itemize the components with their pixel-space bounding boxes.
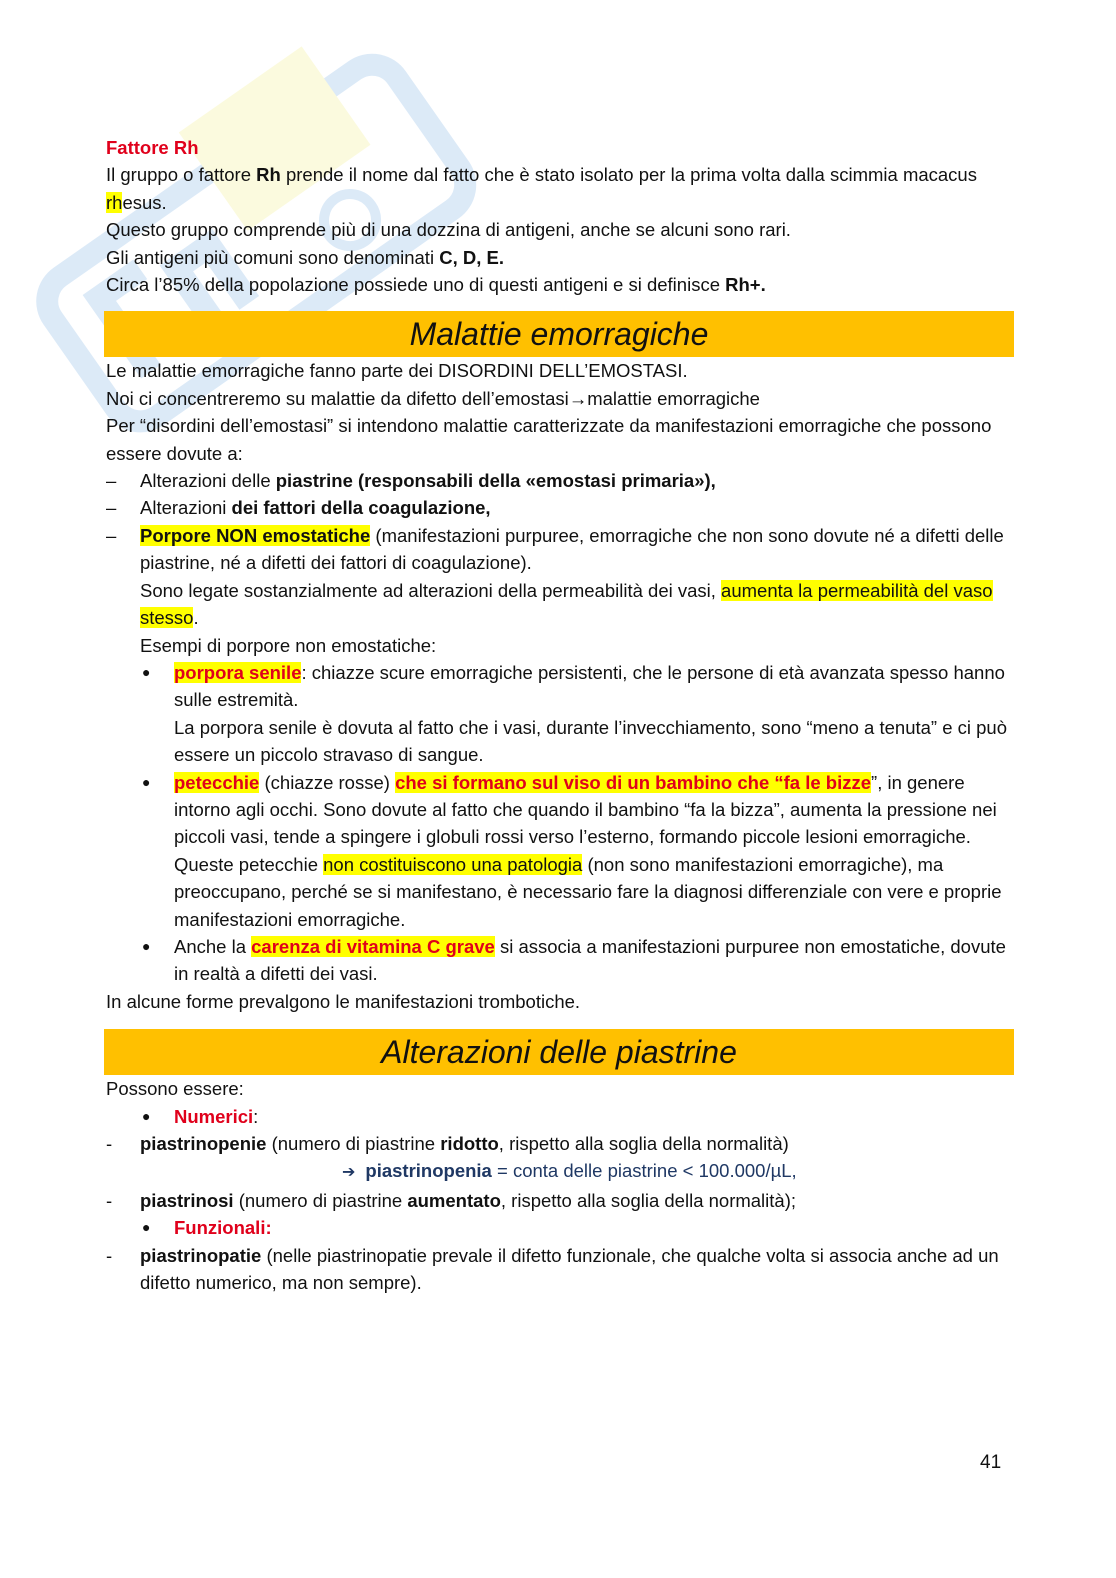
bold-text: piastrinopatie bbox=[140, 1244, 262, 1266]
text: (nelle piastrinopatie prevale il difetto funzionale, che qualche volta si associa anche ad un difetto numerico, ma non sempre). bbox=[140, 1244, 999, 1294]
bold-text: Rh bbox=[256, 164, 281, 186]
dash-marker: – bbox=[106, 524, 117, 546]
rh-paragraph-1 bbox=[106, 161, 1014, 216]
text: (chiazze rosse) bbox=[259, 771, 396, 793]
list-item-coagulazione bbox=[106, 494, 1014, 521]
text: (numero di piastrine bbox=[266, 1133, 441, 1154]
red-label: Numerici bbox=[174, 1105, 254, 1127]
right-arrow-icon: → bbox=[568, 387, 588, 409]
text: Gli antigeni più comuni sono denominati bbox=[106, 246, 440, 268]
text: : bbox=[253, 1105, 259, 1127]
highlighted-text: non costituiscono una patologia bbox=[323, 853, 583, 875]
bold-text: C, D, E. bbox=[439, 246, 504, 268]
section-title-rh: Fattore Rh bbox=[106, 137, 199, 158]
emorragiche-line-2 bbox=[106, 385, 1014, 412]
bullet-marker: ● bbox=[142, 663, 151, 680]
bold-text: ridotto bbox=[440, 1133, 499, 1154]
highlighted-red-text: petecchie bbox=[174, 771, 260, 793]
emorragiche-last-line: In alcune forme prevalgono le manifestazioni trombotiche. bbox=[106, 990, 581, 1012]
heading-malattie-emorragiche: Malattie emorragiche bbox=[104, 311, 1014, 357]
porpore-permeabilita bbox=[106, 577, 1014, 632]
list-item-piastrinopenie bbox=[106, 1130, 1014, 1157]
text: , rispetto alla soglia della normalità); bbox=[500, 1189, 797, 1211]
petecchie-patologia bbox=[106, 851, 1014, 933]
text: prende il nome dal fatto che è stato isolato per la prima volta dalla scimmia macacus bbox=[280, 164, 977, 186]
text: si associa a manifestazioni purpuree non emostatiche, dovute in realtà a difetti dei vasi. bbox=[174, 935, 1006, 985]
bullet-porpora-senile bbox=[106, 659, 1014, 714]
rh-paragraph-4 bbox=[106, 271, 1014, 298]
main-content bbox=[106, 134, 1014, 1296]
text: Alterazioni bbox=[140, 497, 232, 519]
red-label: Funzionali: bbox=[174, 1217, 272, 1239]
highlighted-text: aumenta la permeabilità del vaso stesso bbox=[140, 579, 993, 629]
text: = conta delle piastrine < 100.000/µL, bbox=[491, 1160, 797, 1182]
highlighted-bold-text: Porpore NON emostatiche bbox=[140, 524, 371, 546]
dash-marker: - bbox=[106, 1189, 113, 1211]
bold-text: piastrinopenie bbox=[140, 1133, 267, 1154]
piastrinopenia-definizione bbox=[106, 1157, 1014, 1186]
text: , rispetto alla soglia della normalità) bbox=[498, 1133, 789, 1154]
text: Il gruppo o fattore bbox=[106, 164, 257, 186]
list-item-porpore bbox=[106, 522, 1014, 577]
bold-text: aumentato bbox=[407, 1189, 501, 1211]
bullet-marker: ● bbox=[142, 1219, 151, 1236]
text: (numero di piastrine bbox=[233, 1189, 408, 1211]
text: (non sono manifestazioni emorragiche), ma preoccupano, perché se si manifestano, è necessario fare la diagnosi differenziale con vere e proprie manifestazioni emorragiche. bbox=[174, 853, 1002, 930]
bullet-marker: ● bbox=[142, 773, 151, 790]
text: (manifestazioni purpuree, emorragiche che non sono dovute né a difetti delle piastrine, né a difetti dei fattori di coagulazione). bbox=[140, 524, 1004, 574]
bold-text: Rh+. bbox=[725, 274, 766, 296]
text: Alterazioni delle bbox=[140, 470, 276, 492]
text: Anche la bbox=[174, 935, 252, 957]
bullet-petecchie bbox=[106, 769, 1014, 851]
bullet-vitamina-c bbox=[106, 933, 1014, 988]
dash-marker: – bbox=[106, 497, 117, 519]
highlighted-red-text: carenza di vitamina C grave bbox=[251, 935, 495, 957]
list-item-piastrinosi bbox=[106, 1187, 1014, 1214]
dash-marker: – bbox=[106, 470, 117, 492]
emorragiche-line-3: Per “disordini dell’emostasi” si intendono malattie caratterizzate da manifestazioni emorragiche che possono essere dovute a: bbox=[106, 415, 992, 464]
text: malattie emorragiche bbox=[587, 387, 760, 409]
dash-marker: - bbox=[106, 1133, 113, 1154]
arrow-right-icon: ➔ bbox=[342, 1164, 356, 1182]
bullet-funzionali bbox=[106, 1214, 1014, 1241]
bold-text: piastrinosi bbox=[140, 1189, 234, 1211]
list-item-piastrine bbox=[106, 467, 1014, 494]
highlighted-text: rh bbox=[106, 191, 123, 213]
list-item-piastrinopatie bbox=[106, 1242, 1014, 1297]
text: ”, in genere intorno agli occhi. Sono dovute al fatto che quando il bambino “fa la bizza”, aumenta la pressione nei piccoli vasi, tende a spingere i globuli rossi verso l’esterno, formando piccole lesioni emorragiche. bbox=[174, 771, 997, 848]
highlighted-red-text: porpora senile bbox=[174, 661, 302, 683]
bold-text: piastrine (responsabili della «emostasi primaria»), bbox=[275, 470, 716, 492]
text: Sono legate sostanzialmente ad alterazioni della permeabilità dei vasi, bbox=[140, 579, 722, 601]
text: . bbox=[193, 607, 199, 629]
porpore-esempi: Esempi di porpore non emostatiche: bbox=[140, 634, 437, 656]
bullet-numerici bbox=[106, 1103, 1014, 1130]
bold-text: piastrinopenia bbox=[365, 1160, 492, 1182]
text: Noi ci concentreremo su malattie da difetto dell’emostasi bbox=[106, 387, 569, 409]
text: Circa l’85% della popolazione possiede uno di questi antigeni e si definisce bbox=[106, 274, 726, 296]
page-number: 41 bbox=[980, 1452, 1002, 1473]
porpora-senile-spiegazione: La porpora senile è dovuta al fatto che i vasi, durante l’invecchiamento, sono “meno a tenuta” e ci può essere un piccolo stravaso di sangue. bbox=[174, 716, 1008, 766]
rh-paragraph-3 bbox=[106, 244, 1014, 271]
bullet-marker: ● bbox=[142, 1107, 151, 1124]
emorragiche-line-1: Le malattie emorragiche fanno parte dei DISORDINI DELL’EMOSTASI. bbox=[106, 360, 688, 382]
bullet-marker: ● bbox=[142, 937, 151, 954]
text: esus. bbox=[122, 191, 167, 213]
text: : chiazze scure emorragiche persistenti, che le persone di età avanzata spesso hanno sulle estremità. bbox=[174, 661, 1005, 711]
highlighted-red-text: che si formano sul viso di un bambino che “fa le bizze bbox=[395, 771, 872, 793]
dash-marker: - bbox=[106, 1244, 113, 1266]
text: Queste petecchie bbox=[174, 853, 324, 875]
bold-text: dei fattori della coagulazione, bbox=[231, 497, 491, 519]
rh-paragraph-2: Questo gruppo comprende più di una dozzina di antigeni, anche se alcuni sono rari. bbox=[106, 219, 791, 241]
piastrine-intro: Possono essere: bbox=[106, 1078, 244, 1100]
heading-alterazioni-piastrine: Alterazioni delle piastrine bbox=[104, 1029, 1014, 1075]
